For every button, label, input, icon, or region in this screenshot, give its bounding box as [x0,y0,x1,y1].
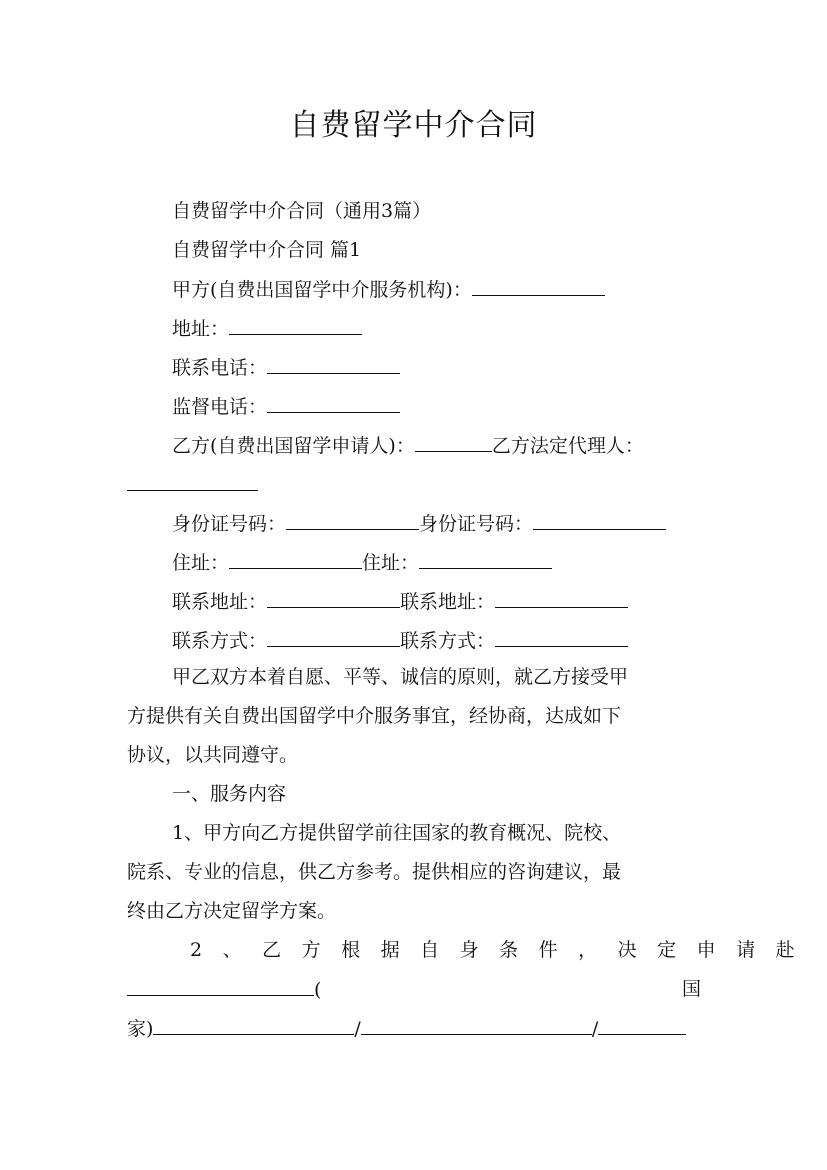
contact-method-label-b: 联系方式： [400,630,496,652]
contact-phone-line [172,355,400,380]
contact-method-line [172,628,628,653]
slash-2: / [591,1018,599,1040]
paragraph-1-line-3: 协议，以共同遵守。 [127,744,299,766]
slash-1: / [354,1018,361,1040]
legal-rep-label: 乙方法定代理人： [491,435,644,457]
contact-phone-label: 联系电话： [172,357,268,379]
legal-rep-blank-line [127,472,258,497]
residence-label-a: 住址： [172,552,230,574]
party-a-blank [472,277,605,296]
country-blank [127,977,314,996]
subtitle: 自费留学中介合同（通用3篇） [172,200,432,222]
contact-address-label-b: 联系地址： [400,591,496,613]
blank-3 [598,1016,686,1035]
contact-address-label-a: 联系地址： [172,591,268,613]
open-paren: ( [314,979,322,1001]
contact-method-label-a: 联系方式： [172,630,268,652]
residence-label-b: 住址： [362,552,420,574]
address-label: 地址： [172,318,230,340]
party-b-line [172,433,644,458]
address-blank [229,316,362,335]
supervise-phone-blank [267,394,400,413]
chapter-heading: 自费留学中介合同 篇1 [172,239,362,261]
document-title: 自费留学中介合同 [289,108,538,143]
paragraph-1-line-2: 方提供有关自费出国留学中介服务事宜，经协商，达成如下 [127,705,622,727]
id-number-label-b: 身份证号码： [419,513,534,535]
id-number-blank-b [533,511,666,530]
residence-blank-a [229,550,362,569]
item-2-line-1: 2、乙方根据自身条件，决定申请赴 [190,939,816,961]
residence-line [172,550,552,575]
id-number-blank-a [286,511,419,530]
country-suffix: 家) [127,1018,154,1040]
party-a-label: 甲方(自费出国留学中介服务机构)： [172,279,472,301]
item-2-line-2 [127,977,701,1002]
contact-address-line [172,589,628,614]
contact-address-blank-a [267,589,400,608]
party-b-label: 乙方(自费出国留学申请人)： [172,435,415,457]
contact-address-blank-b [495,589,628,608]
item-2-line-3 [127,1016,686,1041]
blank-2 [361,1016,592,1035]
legal-rep-blank [127,472,258,491]
paragraph-1-line-1: 甲乙双方本着自愿、平等、诚信的原则，就乙方接受甲 [172,666,629,688]
address-line [172,316,362,341]
item-1-line-1: 1、甲方向乙方提供留学前往国家的教育概况、院校、 [172,822,622,844]
contact-method-blank-b [495,628,628,647]
supervise-phone-label: 监督电话： [172,396,268,418]
contact-method-blank-a [267,628,400,647]
country-char: 国 [681,978,701,1000]
blank-1 [153,1016,354,1035]
section-heading-services: 一、服务内容 [172,783,287,805]
contact-phone-blank [267,355,400,374]
item-1-line-2: 院系、专业的信息，供乙方参考。提供相应的咨询建议，最 [127,861,622,883]
party-a-line [172,277,605,302]
item-1-line-3: 终由乙方决定留学方案。 [127,900,337,922]
id-number-label-a: 身份证号码： [172,513,287,535]
id-number-line [172,511,666,536]
supervise-phone-line [172,394,400,419]
residence-blank-b [419,550,552,569]
party-b-blank [415,433,492,452]
